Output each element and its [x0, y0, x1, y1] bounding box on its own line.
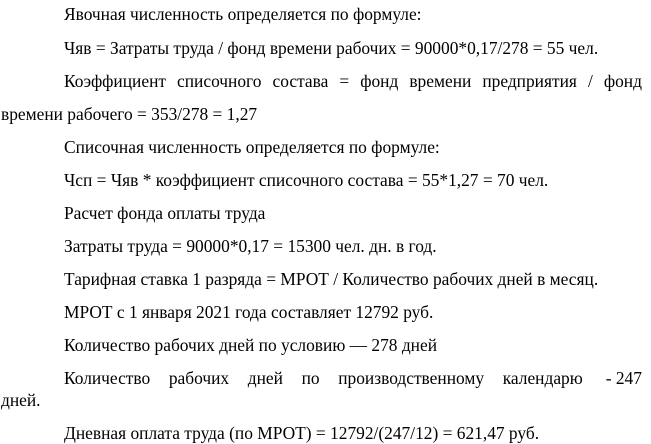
formula-daily-pay: Дневная оплата труда (по МРОТ) = 12792/(247/12) = 621,47 руб.	[64, 423, 540, 443]
word: Количество	[64, 368, 151, 388]
formula-headcount: Чсп = Чяв * коэффициент списочного состава = 55*1,27 = 70 чел.	[64, 170, 549, 190]
paragraph-headcount-heading: Списочная численность определяется по формуле:	[64, 137, 440, 157]
word: времени	[409, 71, 472, 91]
paragraph-tariff-rate: Тарифная ставка 1 разряда = МРОТ / Количество рабочих дней в месяц.	[64, 269, 599, 289]
word: производственному	[338, 368, 485, 388]
paragraph-min-wage: МРОТ с 1 января 2021 года составляет 12792 руб.	[64, 302, 434, 322]
paragraph-working-days-calendar-line1	[64, 368, 642, 388]
word: дней	[247, 368, 283, 388]
word: - 247	[601, 368, 642, 388]
word: списочного	[177, 71, 262, 91]
paragraph-coefficient-line1	[64, 71, 642, 91]
word: фонд	[603, 71, 642, 91]
section-heading-payroll: Расчет фонда оплаты труда	[64, 203, 266, 223]
word: =	[339, 71, 350, 91]
paragraph-coefficient-line2: времени рабочего = 353/278 = 1,27	[1, 104, 258, 124]
paragraph-working-days-condition: Количество рабочих дней по условию — 278 дней	[64, 335, 438, 355]
word: рабочих	[168, 368, 230, 388]
formula-attendance: Чяв = Затраты труда / фонд времени рабочих = 90000*0,17/278 = 55 чел.	[64, 38, 599, 58]
word: состава	[272, 71, 329, 91]
paragraph-attendance-heading: Явочная численность определяется по формуле:	[64, 4, 422, 24]
word: по	[301, 368, 320, 388]
word: Коэффициент	[64, 71, 166, 91]
word: /	[587, 71, 593, 91]
word: предприятия	[482, 71, 577, 91]
paragraph-working-days-calendar-line2: дней.	[1, 390, 41, 410]
word: календарю	[502, 368, 583, 388]
word: фонд	[360, 71, 399, 91]
formula-labor-cost: Затраты труда = 90000*0,17 = 15300 чел. дн. в год.	[64, 236, 437, 256]
